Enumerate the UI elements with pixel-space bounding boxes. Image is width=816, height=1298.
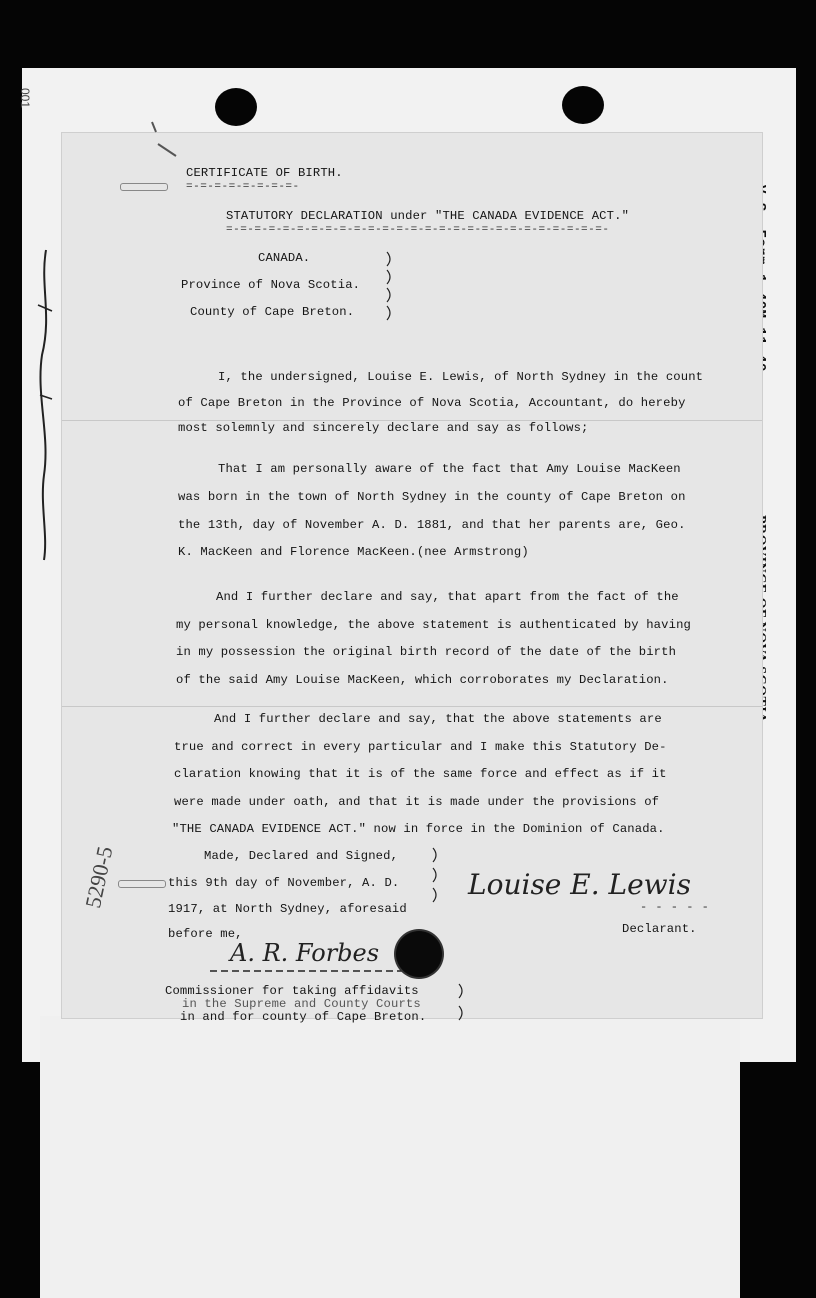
commissioner-signature-line: [210, 968, 410, 974]
staple-mark: [148, 120, 188, 160]
commissioner-line: in and for county of Cape Breton.: [180, 1010, 427, 1024]
venue-province: Province of Nova Scotia.: [181, 278, 361, 292]
wax-seal: [396, 931, 442, 977]
subtitle-underline: =-=-=-=-=-=-=-=-=-=-=-=-=-=-=-=-=-=-=-=-=-=-=-=-=-=-=-: [226, 224, 610, 236]
declarant-signature: Louise E. Lewis: [468, 868, 691, 901]
made-line: Made, Declared and Signed,: [204, 849, 399, 863]
commissioner-line: in the Supreme and County Courts: [182, 997, 421, 1011]
made-line: 1917, at North Sydney, aforesaid: [168, 902, 407, 916]
paper-clip-mark: [120, 183, 168, 191]
paragraph3-line: in my possession the original birth record of the date of the birth: [176, 645, 677, 659]
lower-sheet: [40, 1016, 740, 1298]
paragraph2-line: That I am personally aware of the fact that Amy Louise MacKeen: [218, 462, 681, 476]
paragraph3-line: of the said Amy Louise MacKeen, which corroborates my Declaration.: [176, 673, 669, 687]
declarant-label: Declarant.: [622, 922, 697, 936]
paragraph3-line: my personal knowledge, the above statement is authenticated by having: [176, 618, 691, 632]
paragraph2-line: the 13th, day of November A. D. 1881, and that her parents are, Geo.: [178, 518, 686, 532]
corner-mark: 001: [18, 88, 32, 109]
venue-bracket: [384, 250, 398, 322]
paragraph2-line: K. MacKeen and Florence MacKeen.(nee Armstrong): [178, 545, 529, 559]
paragraph4-line: And I further declare and say, that the above statements are: [214, 712, 662, 726]
paragraph4-line: claration knowing that it is of the same force and effect as if it: [174, 767, 667, 781]
paragraph1-line: I, the undersigned, Louise E. Lewis, of North Sydney in the count: [218, 370, 704, 384]
made-line: before me,: [168, 927, 243, 941]
paragraph1-line: most solemnly and sincerely declare and say as follows;: [178, 421, 589, 435]
punch-hole-left: [215, 88, 257, 126]
punch-hole-right: [562, 86, 604, 124]
certificate-title: CERTIFICATE OF BIRTH.: [186, 166, 343, 180]
paragraph3-line: And I further declare and say, that apart from the fact of the: [216, 590, 679, 604]
paragraph4-line: were made under oath, and that it is made under the provisions of: [174, 795, 660, 809]
paragraph4-line: "THE CANADA EVIDENCE ACT." now in force in the Dominion of Canada.: [172, 822, 665, 836]
paragraph2-line: was born in the town of North Sydney in the county of Cape Breton on: [178, 490, 686, 504]
stamp-number: 5290-5: [80, 844, 118, 911]
declarant-signature-line: - - - - -: [640, 900, 710, 914]
certificate-subtitle: STATUTORY DECLARATION under "THE CANADA EVIDENCE ACT.": [226, 209, 630, 223]
venue-county: County of Cape Breton.: [190, 305, 355, 319]
commissioner-signature: A. R. Forbes: [230, 939, 380, 967]
made-line: this 9th day of November, A. D.: [168, 876, 400, 890]
venue-country: CANADA.: [258, 251, 311, 265]
paper-clip-mark: [118, 880, 166, 888]
paragraph4-line: true and correct in every particular and I make this Statutory De-: [174, 740, 667, 754]
commissioner-line: Commissioner for taking affidavits: [165, 984, 419, 998]
paragraph1-line: of Cape Breton in the Province of Nova Scotia, Accountant, do hereby: [178, 396, 686, 410]
title-underline: =-=-=-=-=-=-=-=-: [186, 181, 300, 193]
commissioner-bracket: [456, 982, 470, 1026]
fold-line: [62, 706, 762, 707]
made-bracket: [430, 846, 444, 908]
